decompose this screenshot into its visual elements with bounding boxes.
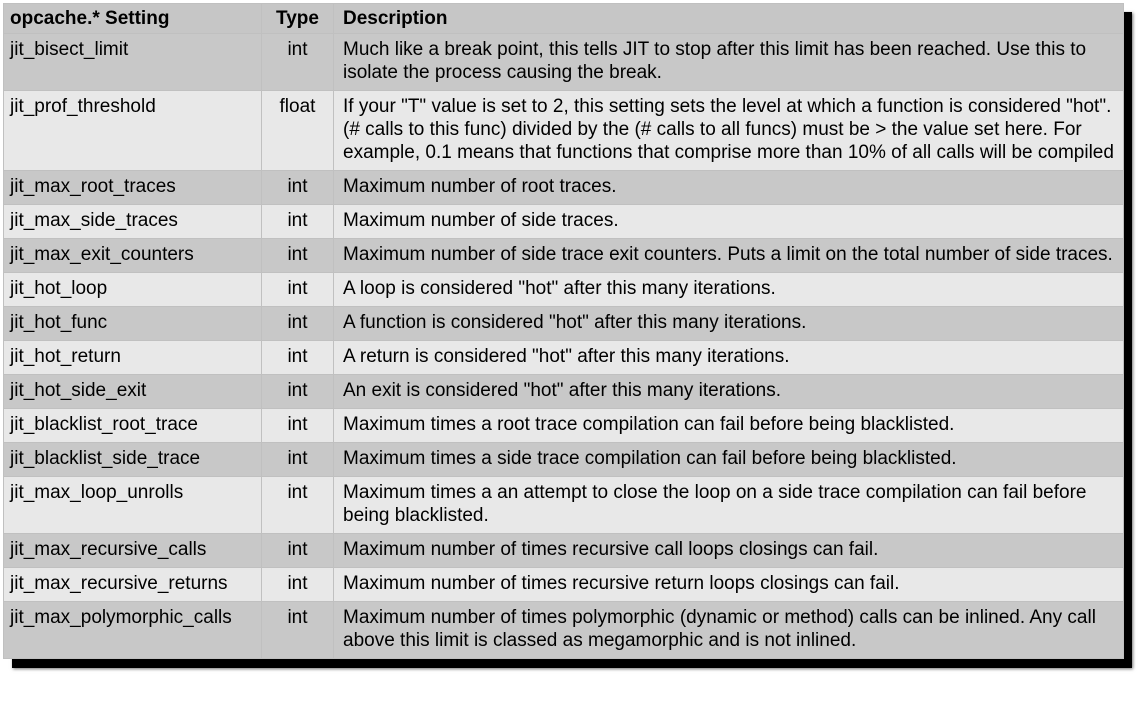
setting-description: Maximum number of times recursive call loops closings can fail. (334, 534, 1124, 568)
setting-description: Maximum number of times polymorphic (dynamic or method) calls can be inlined. Any call above this limit is classed as megamorphic and is not inlined. (334, 602, 1124, 659)
setting-name: jit_bisect_limit (4, 34, 262, 91)
setting-description: Maximum times a side trace compilation can fail before being blacklisted. (334, 443, 1124, 477)
setting-type: int (262, 239, 334, 273)
setting-type: int (262, 568, 334, 602)
setting-name: jit_max_loop_unrolls (4, 477, 262, 534)
setting-type: int (262, 273, 334, 307)
table-row (4, 34, 1124, 91)
table-row (4, 602, 1124, 659)
table-row (4, 534, 1124, 568)
setting-type: int (262, 534, 334, 568)
setting-name: jit_max_root_traces (4, 171, 262, 205)
table-row (4, 375, 1124, 409)
setting-name: jit_hot_func (4, 307, 262, 341)
table-row (4, 239, 1124, 273)
setting-description: Much like a break point, this tells JIT to stop after this limit has been reached. Use this to isolate the process causing the break. (334, 34, 1124, 91)
settings-table-container (3, 3, 1123, 659)
setting-type: int (262, 477, 334, 534)
setting-description: A loop is considered "hot" after this many iterations. (334, 273, 1124, 307)
header-type: Type (262, 4, 334, 34)
setting-type: int (262, 602, 334, 659)
setting-type: int (262, 307, 334, 341)
setting-name: jit_max_polymorphic_calls (4, 602, 262, 659)
table-row (4, 568, 1124, 602)
setting-name: jit_hot_return (4, 341, 262, 375)
setting-type: int (262, 409, 334, 443)
table-row (4, 171, 1124, 205)
table-row (4, 205, 1124, 239)
setting-description: Maximum times a root trace compilation can fail before being blacklisted. (334, 409, 1124, 443)
setting-description: Maximum number of side traces. (334, 205, 1124, 239)
setting-description: An exit is considered "hot" after this many iterations. (334, 375, 1124, 409)
table-row (4, 273, 1124, 307)
setting-description: Maximum number of times recursive return loops closings can fail. (334, 568, 1124, 602)
setting-description: A return is considered "hot" after this many iterations. (334, 341, 1124, 375)
setting-name: jit_blacklist_root_trace (4, 409, 262, 443)
table-row (4, 477, 1124, 534)
setting-type: int (262, 443, 334, 477)
table-row (4, 443, 1124, 477)
setting-type: float (262, 91, 334, 171)
table-row (4, 409, 1124, 443)
setting-name: jit_blacklist_side_trace (4, 443, 262, 477)
table-row (4, 91, 1124, 171)
header-description: Description (334, 4, 1124, 34)
setting-name: jit_max_recursive_returns (4, 568, 262, 602)
header-setting: opcache.* Setting (4, 4, 262, 34)
setting-description: A function is considered "hot" after this many iterations. (334, 307, 1124, 341)
setting-description: Maximum number of side trace exit counters. Puts a limit on the total number of side traces. (334, 239, 1124, 273)
setting-description: Maximum times a an attempt to close the loop on a side trace compilation can fail before being blacklisted. (334, 477, 1124, 534)
setting-description: If your "T" value is set to 2, this setting sets the level at which a function is considered "hot". (# calls to this func) divided by the (# calls to all funcs) must be > the value set here. For example, 0.1 means that functions that comprise more than 10% of all calls will be compiled (334, 91, 1124, 171)
table-row (4, 341, 1124, 375)
setting-name: jit_max_exit_counters (4, 239, 262, 273)
table-header-row (4, 4, 1124, 34)
setting-description: Maximum number of root traces. (334, 171, 1124, 205)
setting-name: jit_max_recursive_calls (4, 534, 262, 568)
setting-name: jit_max_side_traces (4, 205, 262, 239)
table-row (4, 307, 1124, 341)
setting-type: int (262, 171, 334, 205)
setting-name: jit_prof_threshold (4, 91, 262, 171)
setting-type: int (262, 341, 334, 375)
setting-type: int (262, 205, 334, 239)
opcache-settings-table (3, 3, 1124, 659)
setting-name: jit_hot_side_exit (4, 375, 262, 409)
setting-name: jit_hot_loop (4, 273, 262, 307)
setting-type: int (262, 375, 334, 409)
setting-type: int (262, 34, 334, 91)
